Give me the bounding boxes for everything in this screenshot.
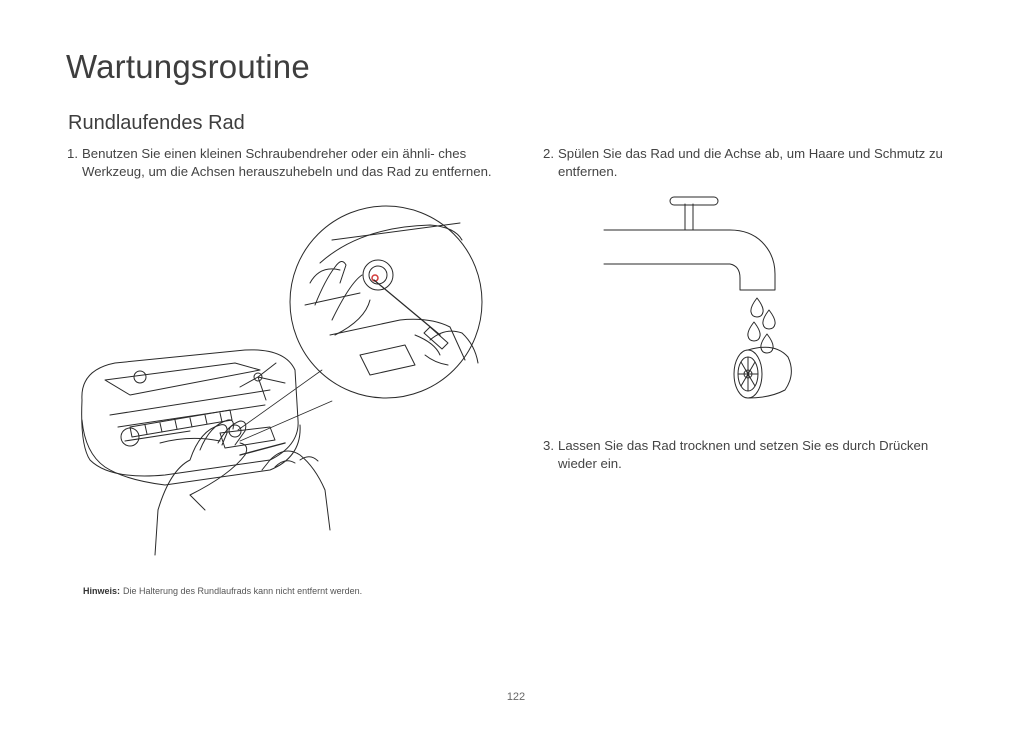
section-title: Rundlaufendes Rad [68,112,245,134]
left-hand-on-robot [155,420,247,555]
right-hand-with-screwdriver [240,443,330,530]
note-label: Hinweis: [83,586,121,596]
faucet-rinse-illustration [600,192,800,404]
step-2-text: Spülen Sie das Rad und die Achse ab, um Haare und Schmutz zu entfernen. [558,146,943,179]
step-3-instruction [543,437,963,473]
page-number: 122 [506,691,526,703]
zoom-detail-circle [290,206,482,398]
step-3-number: 3. [543,438,554,453]
robot-wheel-removal-illustration [70,205,495,570]
faucet [604,197,775,290]
step-2-instruction [543,145,963,181]
step-3-text: Lassen Sie das Rad trocknen und setzen Sie es durch Drücken wieder ein. [558,438,929,471]
note-text: Die Halterung des Rundlaufrads kann nicht entfernt werden. [123,586,363,596]
main-brush [130,410,232,437]
step-2-number: 2. [543,146,554,161]
page-title: Wartungsroutine [66,48,310,85]
note [83,586,362,596]
step-1-instruction [67,145,497,181]
caster-wheel [734,347,791,398]
water-drops [748,298,775,353]
step-1-text: Benutzen Sie einen kleinen Schraubendreher oder ein ähnli- ches Werkzeug, um die Achsen herauszuhebeln und das Rad zu entfernen. [82,146,492,179]
side-brush [240,363,285,400]
step-1-number: 1. [67,146,78,161]
